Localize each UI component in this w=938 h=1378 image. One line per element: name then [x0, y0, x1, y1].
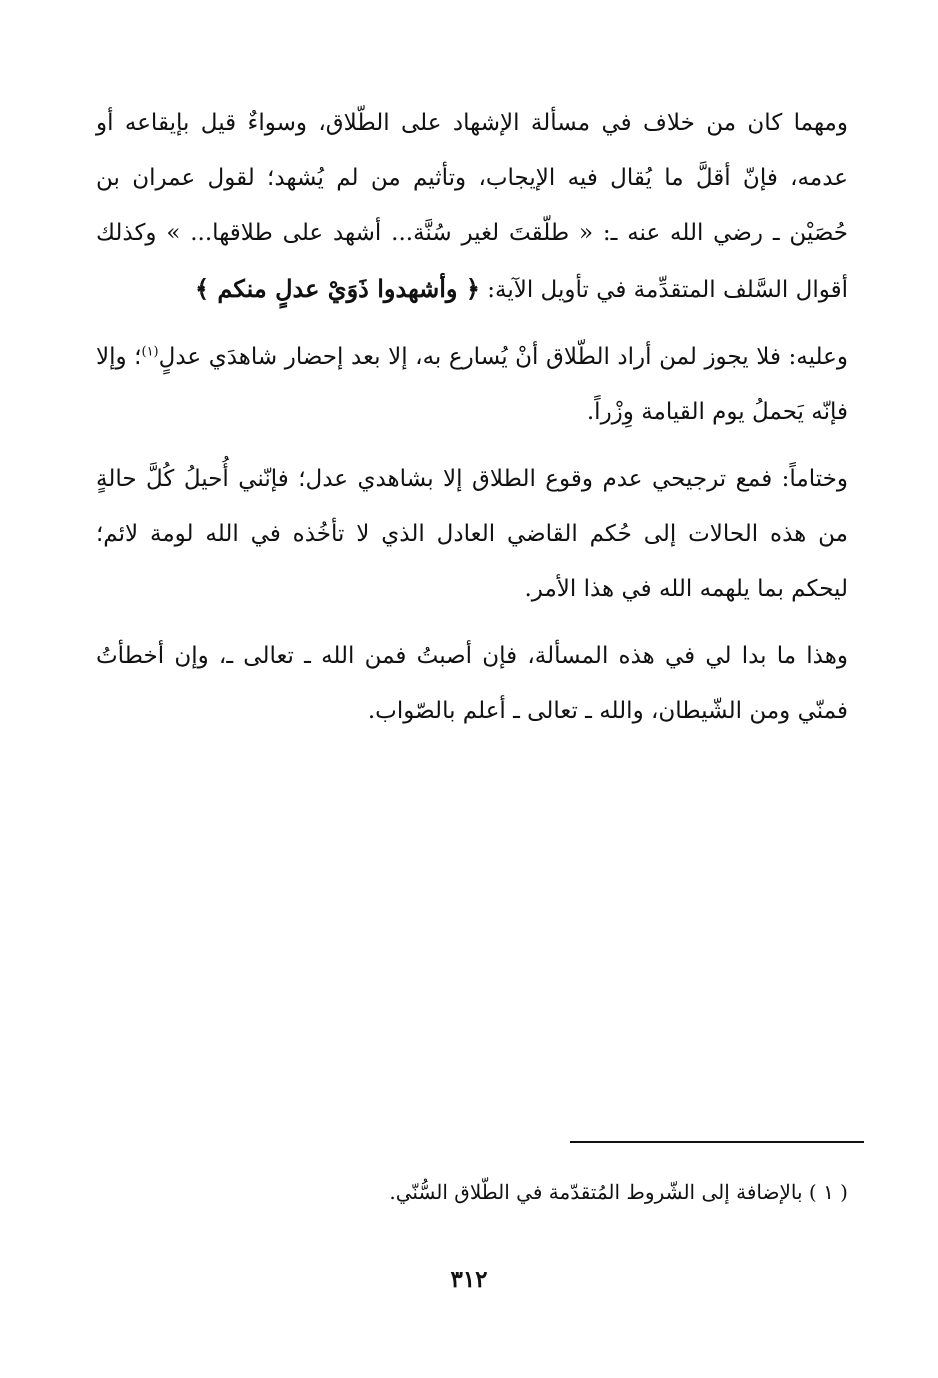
page-number: ٣١٢	[450, 1266, 488, 1293]
footnote-divider	[570, 1141, 864, 1143]
body-text	[96, 96, 848, 751]
paragraph-3	[96, 452, 848, 617]
paragraph-3-text: وختاماً: فمع ترجيحي عدم وقوع الطلاق إلا بشاهدي عدل؛ فإنّني أُحيلُ كُلَّ حالةٍ من هذه الحالات إلى حُكم القاضي العادل الذي لا تأخُذه في الله لومة لائم؛ ليحكم بما يلهمه الله في هذا الأمر.	[96, 466, 848, 602]
paragraph-2-text-before: وعليه: فلا يجوز لمن أراد الطّلاق أنْ يُسارع به، إلا بعد إحضار شاهدَي عدلٍ	[158, 344, 848, 370]
quran-verse: ﴿ وأشهدوا ذَوَيْ عدلٍ منكم ﴾	[195, 274, 480, 303]
paragraph-2	[96, 330, 848, 440]
paragraph-1-text: ومهما كان من خلاف في مسألة الإشهاد على الطّلاق، وسواءٌ قيل بإيقاعه أو عدمه، فإنّ أقلَّ ما يُقال فيه الإيجاب، وتأثيم من لم يُشهد؛ لقول عمران بن حُصَيْن ـ رضي الله عنه ـ: « طلّقتَ لغير سُنَّة... أشهد على طلاقها... » وكذلك أقوال السَّلف المتقدِّمة في تأويل الآية:	[96, 110, 848, 303]
paragraph-2-text-after: ؛ وإلا فإنّه يَحملُ يوم القيامة وِزْراً.	[96, 344, 848, 425]
paragraph-1	[96, 96, 848, 318]
paragraph-4	[96, 629, 848, 739]
footnote: ( ١ ) بالإضافة إلى الشّروط المُتقدّمة في الطّلاق السُّنّي.	[389, 1180, 848, 1204]
paragraph-4-text: وهذا ما بدا لي في هذه المسألة، فإن أصبتُ فمن الله ـ تعالى ـ، وإن أخطأتُ فمنّي ومن الشّيطان، والله ـ تعالى ـ أعلم بالصّواب.	[96, 643, 848, 724]
footnote-reference: (١)	[141, 344, 159, 360]
